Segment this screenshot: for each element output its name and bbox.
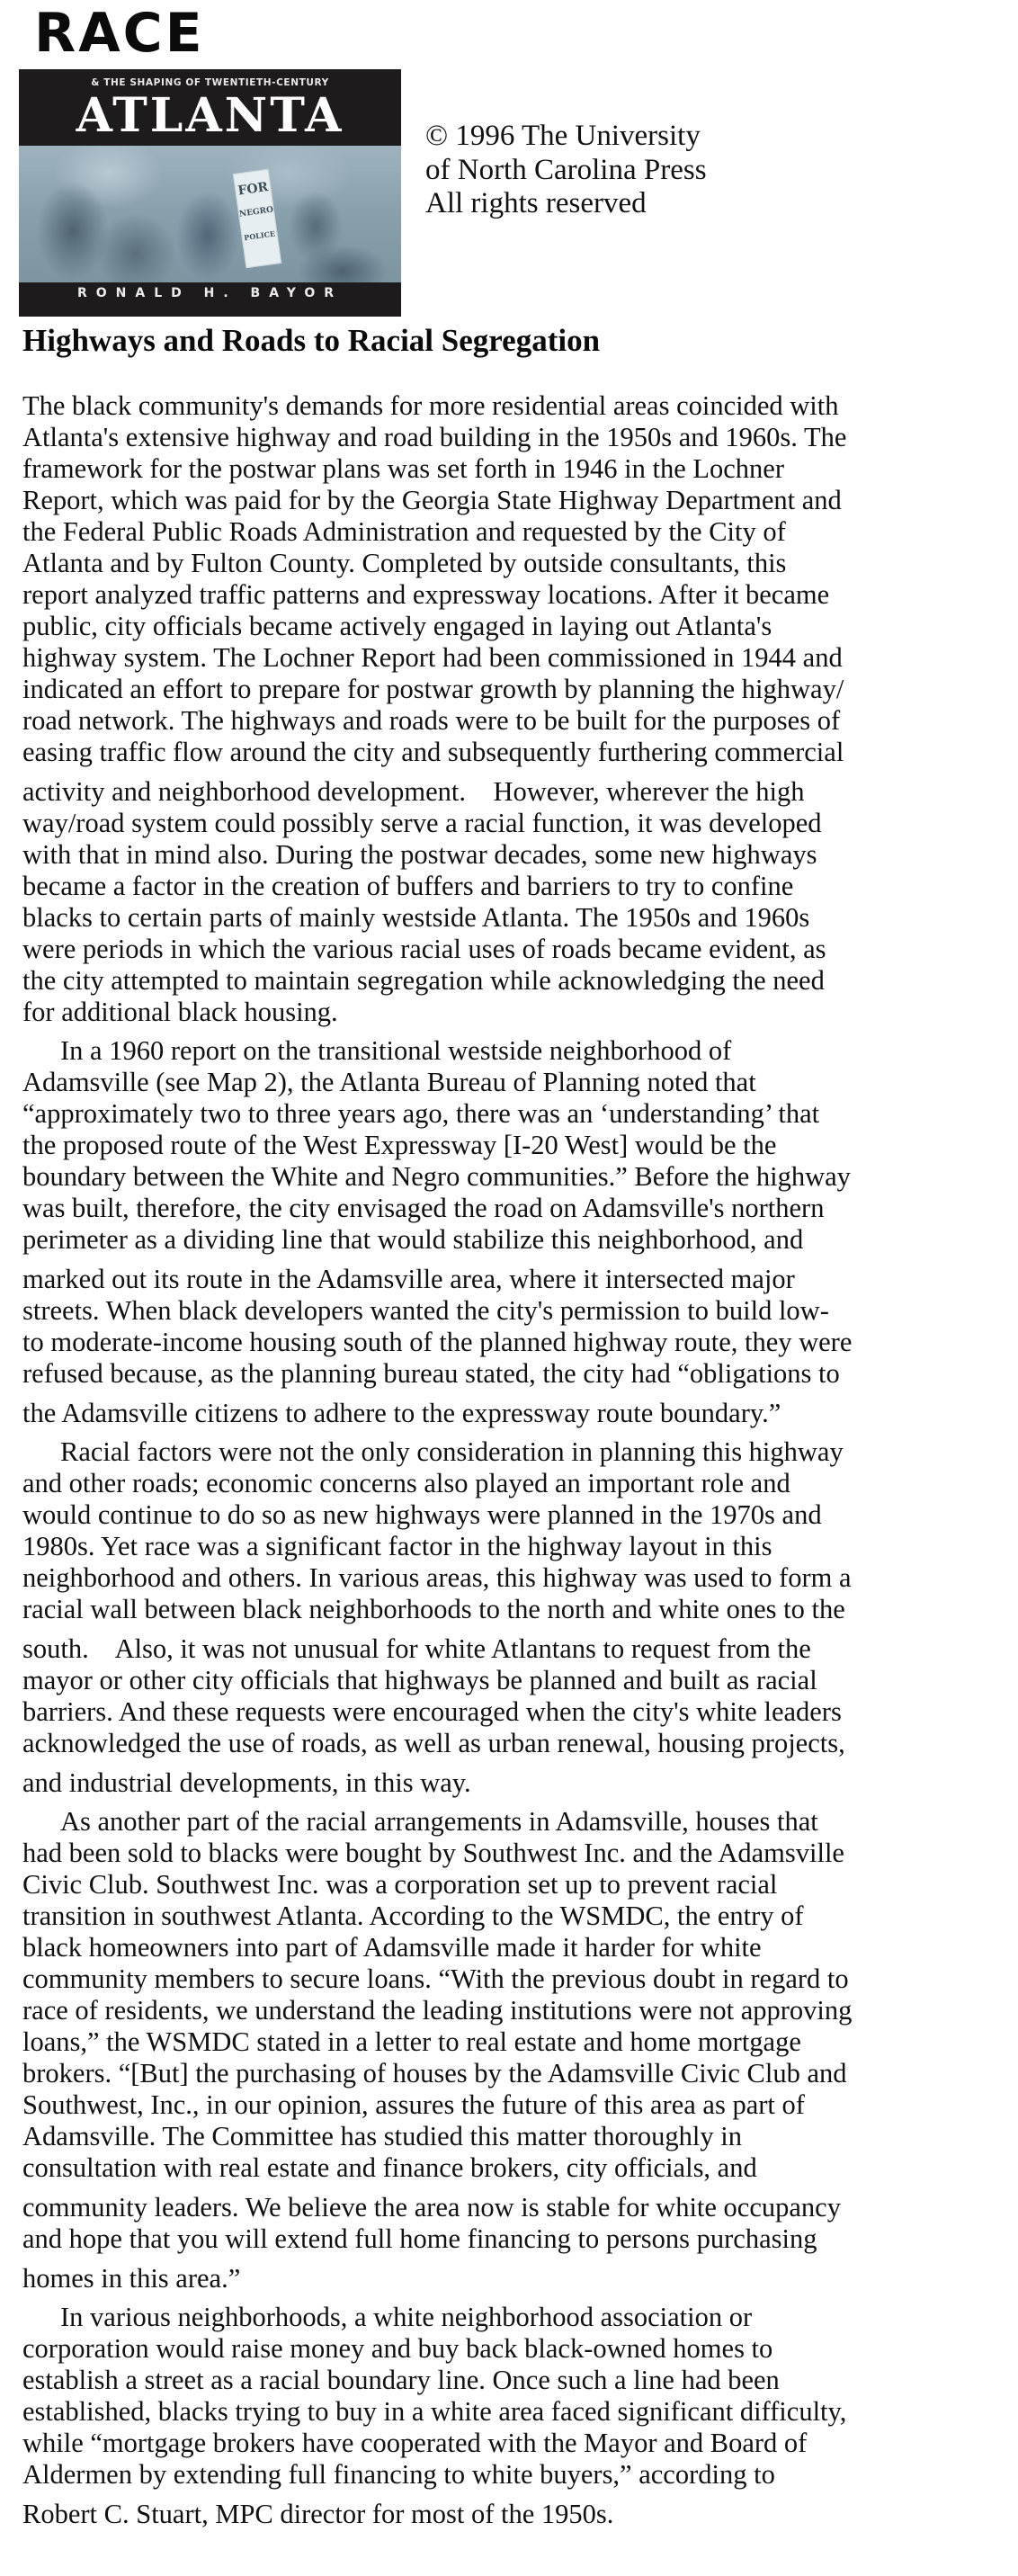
text-line: racial wall between black neighborhoods to the north and white ones to the — [22, 1594, 845, 1624]
copyright-line: of North Carolina Press — [425, 153, 707, 186]
text-line: Atlanta's extensive highway and road building in the 1950s and 1960s. The — [22, 422, 847, 452]
text-line: to moderate-income housing south of the planned highway route, they were — [22, 1327, 853, 1357]
cover-title-race: RACE — [34, 2, 205, 65]
sign-text-line: FOR — [237, 180, 270, 199]
copyright-notice — [425, 120, 707, 221]
book-cover — [19, 69, 401, 317]
text-line: blacks to certain parts of mainly westside Atlanta. The 1950s and 1960s — [22, 902, 810, 933]
chapter-body — [22, 390, 1003, 2530]
text-line: Atlanta and by Fulton County. Completed by outside consultants, this — [22, 548, 787, 578]
text-line: way/road system could possibly serve a racial function, it was developed — [22, 808, 822, 838]
text-line: activity and neighborhood development. However, wherever the high — [22, 776, 805, 807]
text-line: Civic Club. Southwest Inc. was a corporation set up to prevent racial — [22, 1869, 778, 1900]
text-line: marked out its route in the Adamsville area, where it intersected major — [22, 1264, 795, 1294]
text-line: the Adamsville citizens to adhere to the expressway route boundary.” — [22, 1398, 781, 1428]
text-line: had been sold to blacks were bought by Southwest Inc. and the Adamsville — [22, 1838, 844, 1868]
text-line: perimeter as a dividing line that would stabilize this neighborhood, and — [22, 1224, 804, 1255]
text-line: Aldermen by extending full financing to white buyers,” according to — [22, 2459, 775, 2490]
text-line: became a factor in the creation of buffers and barriers to try to confine — [22, 871, 794, 901]
text-line: while “mortgage brokers have cooperated with the Mayor and Board of — [22, 2428, 808, 2458]
text-line: neighborhood and others. In various areas, this highway was used to form a — [22, 1562, 852, 1593]
text-line: and industrial developments, in this way. — [22, 1767, 471, 1798]
protest-sign-image — [233, 169, 281, 269]
text-line: framework for the postwar plans was set forth in 1946 in the Lochner — [22, 453, 784, 484]
chapter-title: Highways and Roads to Racial Segregation — [22, 323, 601, 358]
text-line: Report, which was paid for by the Georgia State Highway Department and — [22, 485, 842, 515]
text-line: “approximately two to three years ago, there was an ‘understanding’ that — [22, 1098, 820, 1129]
text-line: community leaders. We believe the area now is stable for white occupancy — [22, 2192, 841, 2223]
text-line: and other roads; economic concerns also played an important role and — [22, 1468, 790, 1498]
text-line: established, blacks trying to buy in a white area faced significant difficulty, — [22, 2396, 847, 2427]
text-line: highway system. The Lochner Report had been commissioned in 1944 and — [22, 642, 843, 673]
text-line: mayor or other city officials that highways be planned and built as racial — [22, 1665, 817, 1695]
text-line: indicated an effort to prepare for postwar growth by planning the highway/ — [22, 674, 844, 704]
text-line: report analyzed traffic patterns and expressway locations. After it became — [22, 579, 830, 610]
paragraph-3 — [22, 1436, 1003, 1799]
text-line: would continue to do so as new highways were planned in the 1970s and — [22, 1499, 822, 1530]
text-line: streets. When black developers wanted the city's permission to build low- — [22, 1295, 829, 1326]
text-line: barriers. And these requests were encouraged when the city's white leaders — [22, 1696, 842, 1727]
text-line: race of residents, we understand the leading institutions were not approving — [22, 1995, 853, 2026]
text-line: boundary between the White and Negro communities.” Before the highway — [22, 1161, 851, 1192]
paragraph-2 — [22, 1035, 1003, 1429]
cover-subtitle: & THE SHAPING OF TWENTIETH-CENTURY — [91, 77, 329, 88]
copyright-line: © 1996 The University — [425, 120, 701, 152]
text-line: Southwest, Inc., in our opinion, assures the future of this area as part of — [22, 2089, 805, 2120]
text-line: was built, therefore, the city envisaged the road on Adamsville's northern — [22, 1193, 825, 1223]
text-line: south. Also, it was not unusual for white Atlantans to request from the — [22, 1633, 811, 1664]
paragraph-4 — [22, 1806, 1003, 2294]
text-line: brokers. “[But] the purchasing of houses by the Adamsville Civic Club and — [22, 2058, 847, 2089]
text-line: public, city officials became actively engaged in laying out Atlanta's — [22, 611, 772, 641]
text-line: loans,” the WSMDC stated in a letter to real estate and home mortgage — [22, 2026, 801, 2057]
text-line: consultation with real estate and finance brokers, city officials, and — [22, 2152, 757, 2183]
paragraph-5 — [22, 2302, 1003, 2530]
text-line: transition in southwest Atlanta. According to the WSMDC, the entry of — [22, 1901, 804, 1931]
cover-title-atlanta: ATLANTA — [76, 88, 344, 143]
cover-photo-crowd — [19, 146, 401, 282]
paragraph-1 — [22, 390, 1003, 1028]
text-line: Racial factors were not the only consideration in planning this highway — [60, 1436, 844, 1467]
text-line: In various neighborhoods, a white neighborhood association or — [60, 2302, 753, 2332]
text-line: corporation would raise money and buy back black-owned homes to — [22, 2333, 773, 2364]
text-line: As another part of the racial arrangements in Adamsville, houses that — [60, 1806, 818, 1837]
text-line: road network. The highways and roads were to be built for the purposes of — [22, 705, 841, 736]
text-line: establish a street as a racial boundary line. Once such a line had been — [22, 2365, 780, 2395]
text-line: Adamsville (see Map 2), the Atlanta Bureau of Planning noted that — [22, 1067, 756, 1097]
cover-author: RONALD H. BAYOR — [76, 286, 344, 300]
text-line: for additional black housing. — [22, 997, 338, 1027]
text-line: were periods in which the various racial uses of roads became evident, as — [22, 934, 826, 964]
text-line: the proposed route of the West Expressway [I-20 West] would be the — [22, 1130, 777, 1160]
text-line: with that in mind also. During the postwar decades, some new highways — [22, 839, 817, 870]
text-line: the Federal Public Roads Administration and requested by the City of — [22, 516, 786, 547]
text-line: The black community's demands for more residential areas coincided with — [22, 390, 839, 421]
text-line: black homeowners into part of Adamsville made it harder for white — [22, 1932, 762, 1963]
text-line: and hope that you will extend full home financing to persons purchasing — [22, 2223, 817, 2254]
text-line: Robert C. Stuart, MPC director for most of the 1950s. — [22, 2499, 614, 2529]
book-cover-area — [0, 0, 414, 320]
sign-text-line: POLICE — [243, 228, 276, 243]
text-line: the city attempted to maintain segregation while acknowledging the need — [22, 965, 825, 996]
text-line: 1980s. Yet race was a significant factor in the highway layout in this — [22, 1531, 772, 1561]
text-line: acknowledged the use of roads, as well as urban renewal, housing projects, — [22, 1728, 845, 1758]
text-line: homes in this area.” — [22, 2263, 241, 2294]
text-line: Adamsville. The Committee has studied this matter thoroughly in — [22, 2121, 742, 2151]
sign-text-line: NEGRO — [238, 205, 274, 219]
text-line: easing traffic flow around the city and subsequently furthering commercial — [22, 737, 844, 767]
copyright-line: All rights reserved — [425, 187, 647, 219]
text-line: community members to secure loans. “With the previous doubt in regard to — [22, 1963, 849, 1994]
text-line: refused because, as the planning bureau stated, the city had “obligations to — [22, 1358, 840, 1389]
text-line: In a 1960 report on the transitional westside neighborhood of — [60, 1035, 732, 1066]
